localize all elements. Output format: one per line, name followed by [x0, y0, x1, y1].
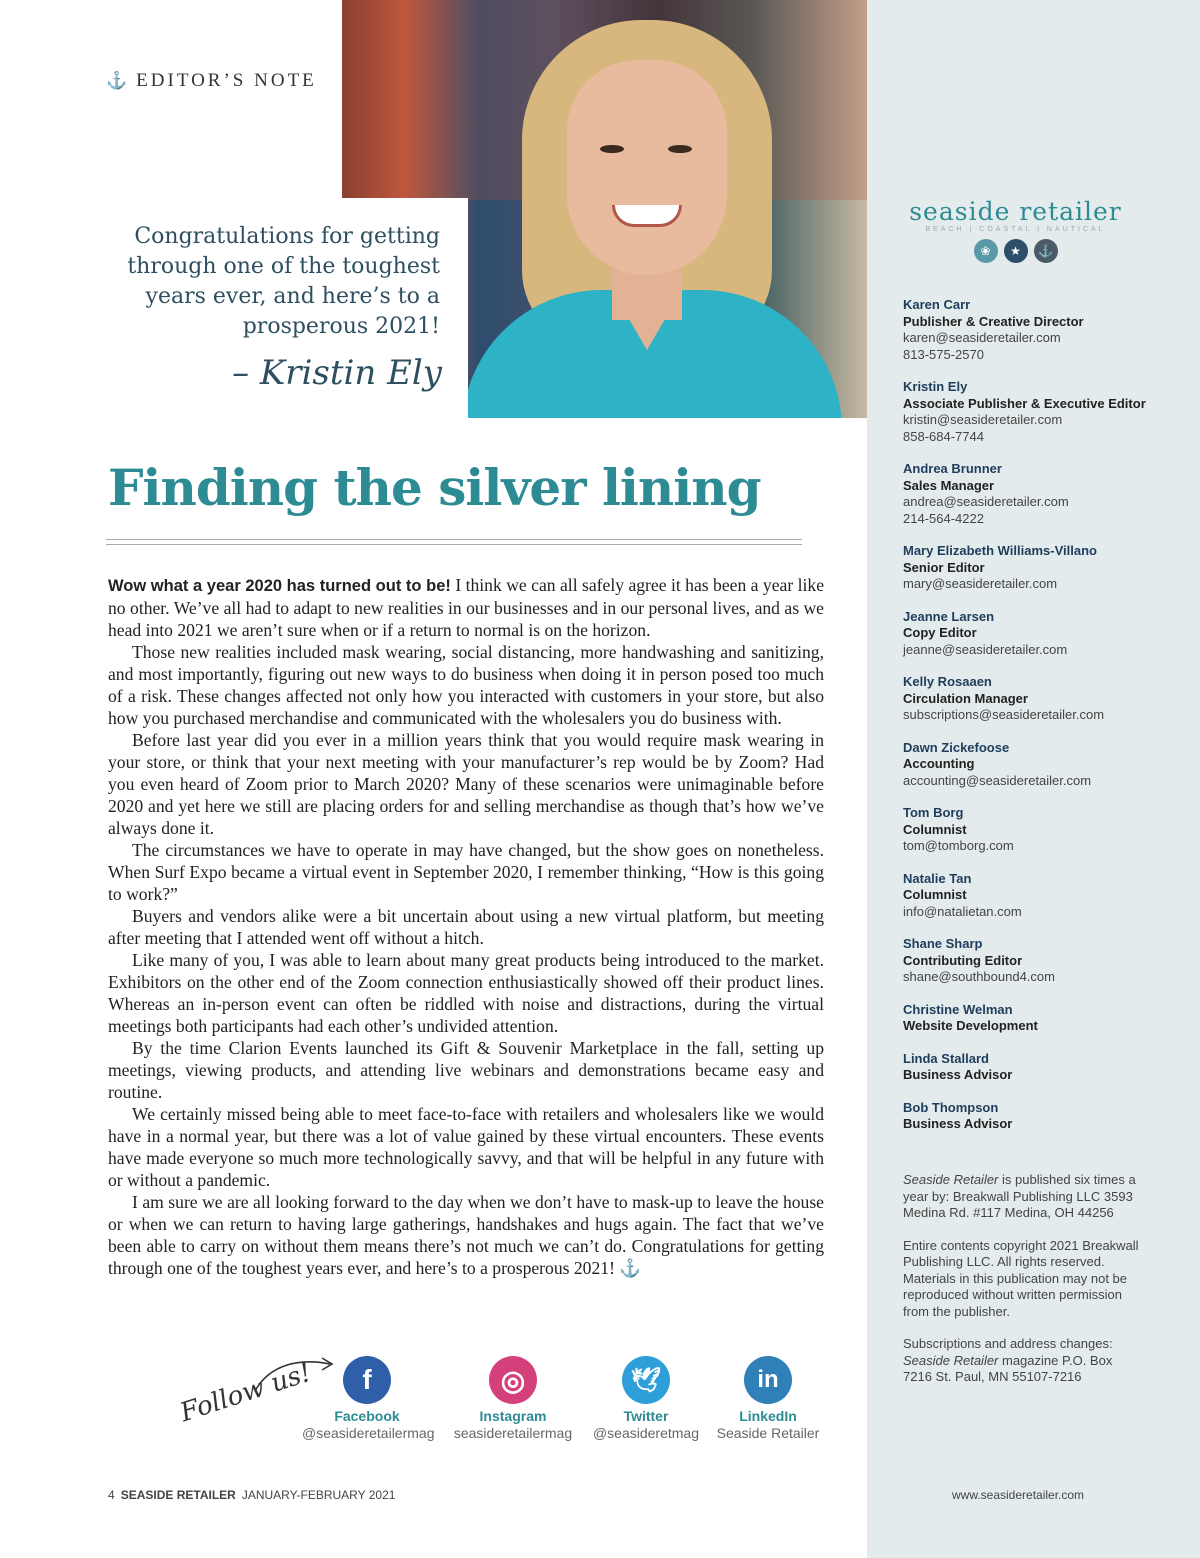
staff-contact[interactable]: karen@seasideretailer.com: [903, 330, 1061, 345]
staff-role: Copy Editor: [903, 625, 977, 640]
paragraph: Before last year did you ever in a million years think that you would require mask wearing in your store, or think that your next meeting with your manufacturer’s rep would be by Zoom? Had you even heard of Zoom prior to March 2020? Many of these scenarios were unimaginable before 2020 and yet here we still are placing orders for and selling merchandise as though that’s how we’ve always done it.: [108, 730, 824, 838]
end-anchor-icon: ⚓: [619, 1258, 642, 1278]
paragraph: Buyers and vendors alike were a bit uncertain about using a new virtual platform, but meeting after meeting that I attended went off without a hitch.: [108, 906, 824, 948]
staff-contact[interactable]: subscriptions@seasideretailer.com: [903, 707, 1105, 722]
magazine-name: SEASIDE RETAILER: [120, 1488, 236, 1502]
facebook-icon: f: [343, 1356, 391, 1404]
staff-contact: 858-684-7744: [903, 428, 984, 444]
staff-entry: [903, 1051, 1173, 1084]
anchor-icon: ⚓: [106, 71, 131, 90]
staff-entry: [903, 297, 1173, 363]
anchor-badge-icon: ⚓: [1034, 239, 1058, 263]
staff-entry: [903, 740, 1173, 790]
social-twitter[interactable]: 🕊 Twitter @seasideretmag: [581, 1356, 711, 1441]
staff-role: Sales Manager: [903, 477, 995, 493]
staff-name: Kelly Rosaaen: [903, 674, 992, 689]
staff-entry: [903, 871, 1173, 921]
staff-name: Karen Carr: [903, 297, 971, 312]
page-footer: [108, 1488, 395, 1502]
staff-contact[interactable]: shane@southbound4.com: [903, 969, 1055, 984]
staff-role: Business Advisor: [903, 1116, 1013, 1131]
staff-name: Bob Thompson: [903, 1099, 999, 1115]
staff-name: Andrea Brunner: [903, 461, 1002, 476]
follow-us-label: Follow us!: [176, 1357, 315, 1429]
social-facebook[interactable]: f Facebook @seasideretailermag: [302, 1356, 432, 1441]
paragraph: We certainly missed being able to meet face-to-face with retailers and wholesalers like we would have in a normal year, but there was a lot of value gained by these virtual encounters. These events have made everyone so much more technologically savvy, and that will be helpful in any future with or without a pandemic.: [108, 1104, 824, 1190]
pull-quote: Congratulations for getting through one of the toughest years ever, and here’s to a prosperous 2021!: [127, 224, 440, 339]
staff-entry: [903, 379, 1173, 445]
staff-role: Columnist: [903, 887, 967, 902]
paragraph: Wow what a year 2020 has turned out to be! I think we can all safely agree it has been a year like no other. We’ve all had to adapt to new realities in our businesses and in our personal lives, and as we head into 2021 we aren’t sure when or if a return to normal is on the horizon.: [108, 575, 825, 640]
paragraph: Like many of you, I was able to learn about many great products being introduced to the market. Exhibitors on the other end of the Zoom connection enthusiastically showed off their product lines. Whereas an in-person event can often be riddled with noise and distractions, during the virtual meetings both participants had each other’s undivided attention.: [108, 950, 824, 1036]
staff-role: Website Development: [903, 1018, 1038, 1033]
staff-name: Shane Sharp: [903, 936, 983, 951]
social-linkedin[interactable]: in LinkedIn Seaside Retailer: [703, 1356, 833, 1441]
paragraph: Those new realities included mask wearing, social distancing, more handwashing and sanitizing, and most importantly, figuring out new ways to do business when doing it in person posed too much of a risk. These changes affected not only how you interacted with customers in your store, but also how you purchased merchandise and communicated with the wholesalers you do business with.: [108, 642, 824, 728]
staff-role: Business Advisor: [903, 1067, 1013, 1082]
issue-date: JANUARY-FEBRUARY 2021: [241, 1488, 396, 1502]
staff-role: Publisher & Creative Director: [903, 313, 1084, 329]
staff-contact: 813-575-2570: [903, 346, 984, 362]
staff-entry: [903, 609, 1173, 659]
staff-entry: [903, 1002, 1173, 1035]
staff-contact[interactable]: info@natalietan.com: [903, 903, 1022, 919]
paragraph: I am sure we are all looking forward to the day when we don’t have to mask-up to leave the house or when we can return to having large gatherings, handshakes and hugs again. The fact that we’ve been able to carry on without them means there’s not much we can’t do. Congratulations for getting through one of the toughest years ever, and here’s to a prosperous 2021! ⚓: [108, 1192, 824, 1278]
staff-entry: [903, 461, 1173, 527]
staff-name: Dawn Zickefoose: [903, 739, 1010, 755]
staff-role: Senior Editor: [903, 559, 985, 575]
headline: Finding the silver lining: [108, 458, 761, 517]
staff-entry: [903, 543, 1173, 593]
staff-role: Circulation Manager: [903, 690, 1028, 706]
staff-role: Accounting: [903, 756, 975, 771]
signature: – Kristin Ely: [232, 353, 442, 393]
staff-name: Jeanne Larsen: [903, 608, 995, 624]
linkedin-icon: in: [744, 1356, 792, 1404]
page-number: 4: [108, 1488, 115, 1502]
staff-entry: [903, 1100, 1173, 1133]
website-link[interactable]: www.seasideretailer.com: [952, 1488, 1085, 1502]
shell-icon: ❀: [974, 239, 998, 263]
paragraph: The circumstances we have to operate in may have changed, but the show goes on nonetheless. When Surf Expo became a virtual event in September 2020, I remember thinking, “How is this going to work?”: [108, 840, 824, 904]
staff-entry: [903, 674, 1173, 724]
twitter-icon: 🕊: [622, 1356, 670, 1404]
staff-list: [903, 297, 1173, 1149]
staff-role: Associate Publisher & Executive Editor: [903, 395, 1146, 411]
staff-name: Kristin Ely: [903, 379, 968, 394]
staff-contact[interactable]: tom@tomborg.com: [903, 838, 1014, 853]
staff-name: Tom Borg: [903, 805, 964, 820]
publisher-info: Seaside Retailer is published six times a year by: Breakwall Publishing LLC 3593 Medina Rd. #117 Medina, OH 44256 Entire contents copyright 2021 Breakwall Publishing LLC. All rights reserved. Materials in this publication may not be reproduced without written permission from the publisher. Subscriptions and address changes: Seaside Retailer magazine P.O. Box 7216 St. Paul, MN 55107-7216: [903, 1172, 1139, 1384]
lead-sentence: Wow what a year 2020 has turned out to be!: [108, 577, 451, 595]
staff-entry: [903, 936, 1173, 986]
star-icon: ★: [1004, 239, 1028, 263]
staff-contact[interactable]: mary@seasideretailer.com: [903, 576, 1058, 591]
pull-quote-box: [106, 198, 468, 423]
social-instagram[interactable]: ◎ Instagram seasideretailermag: [448, 1356, 578, 1441]
staff-contact[interactable]: andrea@seasideretailer.com: [903, 494, 1069, 509]
staff-name: Linda Stallard: [903, 1050, 989, 1066]
staff-name: Mary Elizabeth Williams-Villano: [903, 543, 1097, 558]
staff-name: Natalie Tan: [903, 870, 972, 886]
divider: [106, 539, 802, 545]
instagram-icon: ◎: [489, 1356, 537, 1404]
staff-name: Christine Welman: [903, 1001, 1013, 1017]
staff-entry: [903, 805, 1173, 855]
staff-role: Columnist: [903, 821, 967, 837]
staff-contact[interactable]: jeanne@seasideretailer.com: [903, 641, 1068, 657]
section-label: ⚓ EDITOR’S NOTE: [106, 70, 317, 91]
paragraph: By the time Clarion Events launched its Gift & Souvenir Marketplace in the fall, setting up meetings, viewing products, and attending live webinars and demonstrations became easy and routine.: [108, 1038, 824, 1102]
staff-contact: 214-564-4222: [903, 510, 984, 526]
staff-contact[interactable]: accounting@seasideretailer.com: [903, 772, 1092, 788]
staff-role: Contributing Editor: [903, 952, 1023, 968]
magazine-logo: seaside retailer BEACH | COASTAL | NAUTICAL ❀ ★ ⚓: [903, 197, 1128, 263]
staff-contact[interactable]: kristin@seasideretailer.com: [903, 412, 1063, 427]
article-body: [108, 574, 824, 1279]
